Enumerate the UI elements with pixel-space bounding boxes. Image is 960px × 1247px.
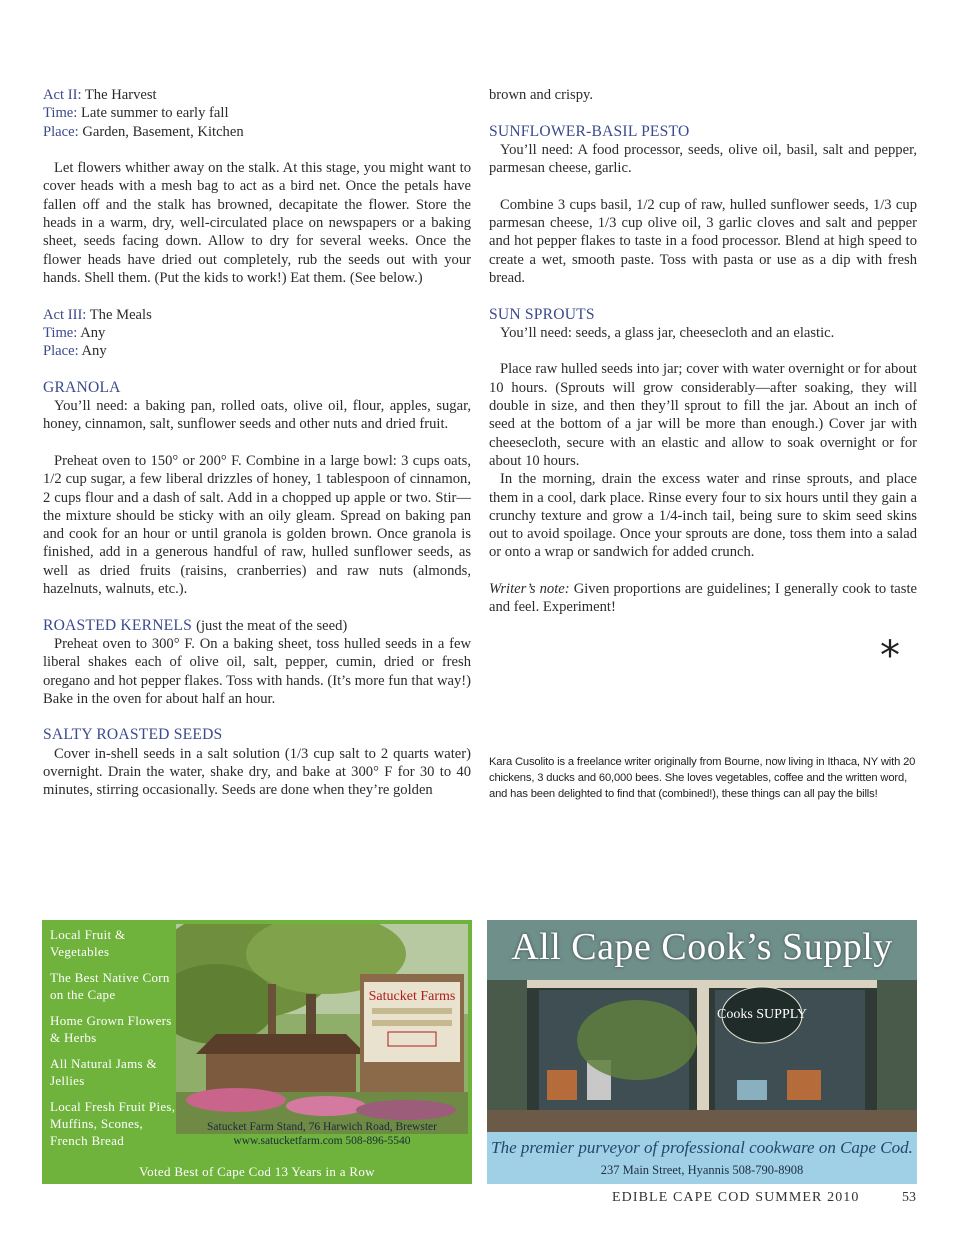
- end-mark: *: [880, 633, 900, 679]
- writers-note-label: Writer’s note:: [489, 581, 570, 598]
- pesto-ingredients: You’ll need: A food processor, seeds, olive oil, basil, salt and pepper, parmesan cheese, garlic.: [489, 141, 917, 177]
- satucket-award: Voted Best of Cape Cod 13 Years in a Row: [139, 1164, 375, 1179]
- sprouts-directions-1: Place raw hulled seeds into jar; cover with water overnight or for about 10 hours. (Sprouts will grow considerably—after soaking, they will double in size, and then they’ll sprout to fill the jar. About an inch of seed at the bottom of a jar will be more than enough.) Cover jar with cheesecloth, secure with an elastic and allow to soak overnight or for about 10 hours.: [489, 361, 917, 469]
- satucket-farms-ad[interactable]: [42, 920, 472, 1184]
- sprouts-ingredients: You’ll need: seeds, a glass jar, cheesecloth and an elastic.: [500, 324, 835, 341]
- writers-note-text: Given proportions are guidelines; I generally cook to taste and feel. Experiment!: [489, 581, 917, 616]
- satucket-product-list: [50, 926, 178, 1158]
- publication-name: EDIBLE CAPE COD SUMMER 2010: [612, 1190, 860, 1205]
- page-footer: [612, 1190, 916, 1206]
- cooks-supply-tagline: The premier purveyor of professional cookware on Cape Cod.: [491, 1138, 913, 1157]
- sprouts-heading: SUN SPROUTS: [489, 305, 595, 323]
- farm-stand-photo: [176, 924, 468, 1134]
- act3-time: Time: Any: [43, 324, 106, 341]
- salty-continued: brown and crispy.: [489, 87, 594, 103]
- right-column: [489, 86, 917, 617]
- satucket-contact[interactable]: www.satucketfarm.com 508-896-5540: [233, 1135, 411, 1147]
- satucket-address: Satucket Farm Stand, 76 Harwich Road, Brewster: [207, 1121, 437, 1133]
- act3-place: Place: Any: [43, 343, 107, 360]
- act3-title: Act III: The Meals: [43, 306, 152, 323]
- writers-note: [489, 580, 917, 617]
- kernels-directions: Preheat oven to 300° F. On a baking sheet, toss hulled seeds in a few liberal shakes each of olive oil, salt, pepper, cumin, dried or fresh oregano and hot pepper flakes. Toss with hands. (It’s more fun that way!) Bake in the oven for about half an hour.: [43, 635, 471, 707]
- salty-directions: Cover in-shell seeds in a salt solution (1/3 cup salt to 2 quarts water) overnight. Drain the water, shake dry, and bake at 300° F for 30 to 40 minutes, stirring occasionally. Seeds are done when they’re golden: [43, 745, 471, 799]
- granola-directions: Preheat oven to 150° or 200° F. Combine in a large bowl: 3 cups oats, 1/2 cup sugar, a few liberal drizzles of honey, 1 tablespoon of cinnamon, 2 cups flour and a dash of salt. Add in a chopped up apple or two. Stir—the mixture should be sticky with an oily gleam. Spread on baking pan and cook for an hour or until granola is golden brown. Once granola is finished, add in a generous handful of raw, hulled sunflower seeds, as well as dried fruits (raisins, cranberries) and raw nuts (almonds, hazelnuts, walnuts, etc.).: [43, 452, 471, 598]
- sprouts-directions-2: In the morning, drain the excess water and rinse sprouts, and place them in a cool, dark place. Rinse every four to six hours until they gain a crunchy texture and grow a 1/4-inch tail, being sure to skim seed skins out to avoid spoilage. Once your sprouts are done, toss them into a salad or onto a wrap or sandwich for added crunch.: [489, 471, 917, 561]
- act2-title: Act II: The Harvest: [43, 87, 157, 103]
- cooks-supply-ad[interactable]: [487, 920, 917, 1184]
- granola-ingredients: You’ll need: a baking pan, rolled oats, olive oil, flour, apples, sugar, honey, cinnamon, salt, sunflower seeds and other nuts and dried fruit.: [43, 398, 471, 433]
- satucket-item: Local Fresh Fruit Pies, Muffins, Scones, French Bread: [50, 1099, 176, 1148]
- pesto-directions: Combine 3 cups basil, 1/2 cup of raw, hulled sunflower seeds, 1/3 cup parmesan cheese, 1/3 cup olive oil, 3 garlic cloves and salt and pepper and hot pepper flakes to taste in a food processor. Blend at high speed to create a wet, smooth paste. Toss with pasta or use as a dip with fresh bread.: [489, 196, 917, 286]
- page-number: 53: [902, 1190, 916, 1205]
- satucket-item: The Best Native Corn on the Cape: [50, 970, 170, 1002]
- satucket-item: Local Fruit & Vegetables: [50, 927, 126, 959]
- act2-time: Time: Late summer to early fall: [43, 105, 229, 122]
- act2-paragraph: Let flowers whither away on the stalk. At this stage, you might want to cover heads with a mesh bag to act as a bird net. Once the petals have fallen off and the stalk has browned, decapitate the flower. Store the heads in a warm, dry, well-circulated place on newspapers or a baking sheet, seeds facing down. Allow to dry for several weeks. Once the flower heads have dried out completely, rub the seeds out with your hands. Shell them. (Put the kids to work!) Eat them. (See below.): [43, 160, 471, 286]
- granola-heading: GRANOLA: [43, 378, 121, 396]
- act2-place: Place: Garden, Basement, Kitchen: [43, 123, 244, 140]
- salty-heading: SALTY ROASTED SEEDS: [43, 726, 223, 744]
- satucket-caption: [176, 1120, 468, 1148]
- cooks-supply-title: All Cape Cook’s Supply: [511, 926, 893, 968]
- cooks-supply-address: 237 Main Street, Hyannis 508-790-8908: [600, 1163, 804, 1177]
- kernels-heading: ROASTED KERNELS (just the meat of the seed): [43, 616, 348, 634]
- window-sign-text: Cooks SUPPLY: [716, 1007, 808, 1022]
- satucket-item: Home Grown Flowers & Herbs: [50, 1013, 172, 1045]
- farm-sign-text: Satucket Farms: [368, 989, 456, 1004]
- farm-stand-illustration: [176, 924, 468, 1134]
- author-bio: Kara Cusolito is a freelance writer originally from Bourne, now living in Ithaca, NY with 20 chickens, 3 ducks and 60,000 bees. She loves vegetables, coffee and the written word, and has been delighted to find that (combined!), these things can all pay the bills!: [489, 756, 916, 800]
- left-column: [43, 86, 471, 800]
- kernels-subheading: (just the meat of the seed): [196, 617, 348, 634]
- satucket-item: All Natural Jams & Jellies: [50, 1056, 157, 1088]
- pesto-heading: SUNFLOWER-BASIL PESTO: [489, 122, 690, 140]
